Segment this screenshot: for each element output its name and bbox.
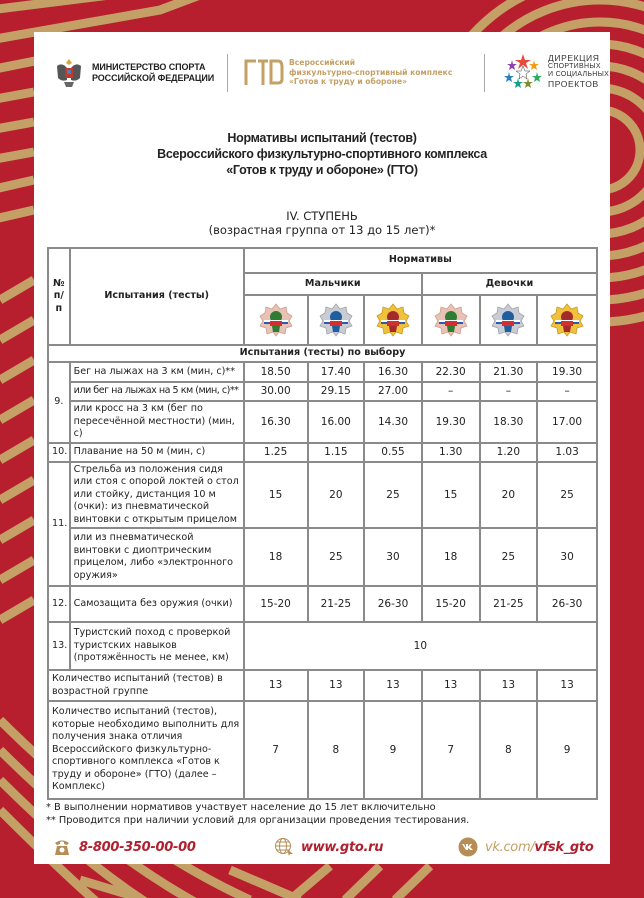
globe-icon (274, 837, 294, 857)
ministry-logo (54, 56, 214, 90)
value-cell: 30 (364, 528, 422, 586)
table-row (48, 382, 597, 401)
vk-link[interactable] (485, 840, 593, 855)
table-row (48, 528, 597, 586)
value-cell: 25 (364, 462, 422, 529)
table-row (48, 362, 597, 382)
header-divider (484, 54, 485, 92)
vk-icon (458, 837, 478, 857)
section-row (48, 345, 597, 362)
phone-contact[interactable] (52, 837, 196, 857)
row-label: Стрельба из положения сидя или стоя с опорой локтей о стол или стойку, дистанция 10 м (очки): из пневматической винтовки с открытым прицелом (70, 462, 244, 529)
value-cell: 25 (480, 528, 538, 586)
value-cell: 15 (244, 462, 308, 529)
title-line3: «Готов к труду и обороне» (ГТО) (226, 163, 418, 177)
value-cell: 21-25 (480, 586, 538, 622)
bronze-badge-icon (434, 303, 468, 337)
value-cell: 0.55 (364, 443, 422, 462)
header-girls: Девочки (422, 273, 597, 295)
value-cell: 15-20 (244, 586, 308, 622)
value-cell: 17.40 (308, 362, 365, 382)
page-title (34, 130, 610, 178)
direction-line1: ДИРЕКЦИЯ (548, 53, 600, 63)
silver-badge-icon (491, 303, 525, 337)
header-norms: Нормативы (244, 248, 597, 273)
norms-table (47, 247, 598, 800)
summary-row (48, 670, 597, 701)
badge-cell (422, 295, 480, 345)
ministry-line1: МИНИСТЕРСТВО СПОРТА (92, 62, 206, 72)
value-cell: 17.00 (537, 401, 597, 443)
value-cell: 9 (537, 701, 597, 799)
value-cell: 26-30 (364, 586, 422, 622)
star-wreath-icon (504, 52, 542, 90)
gto-line3: «Готов к труду и обороне» (289, 77, 407, 87)
row-label: или бег на лыжах на 5 км (мин, с)** (70, 382, 244, 401)
row-num: 11. (48, 462, 70, 587)
table-row (48, 443, 597, 462)
row-label: Самозащита без оружия (очки) (70, 586, 244, 622)
gto-line2: физкультурно-спортивный комплекс (289, 67, 453, 77)
header (34, 32, 610, 116)
table-row (48, 586, 597, 622)
document-panel (34, 32, 610, 864)
row-num: 9. (48, 362, 70, 443)
value-cell: 21.30 (480, 362, 538, 382)
row-num: 12. (48, 586, 70, 622)
stage-name: IV. СТУПЕНЬ (286, 209, 358, 223)
gold-badge-icon (376, 303, 410, 337)
website-link[interactable]: www.gto.ru (301, 839, 384, 855)
ministry-line2: РОССИЙСКОЙ ФЕДЕРАЦИИ (92, 73, 215, 83)
value-cell: 26-30 (537, 586, 597, 622)
value-cell: 16.30 (244, 401, 308, 443)
footnote-1: * В выполнении нормативов участвует население до 15 лет включительно (46, 802, 436, 813)
badge-cell (364, 295, 422, 345)
value-cell: – (537, 382, 597, 401)
row-label: Бег на лыжах на 3 км (мин, с)** (70, 362, 244, 382)
merged-value-cell: 10 (244, 622, 597, 670)
gold-badge-icon (550, 303, 584, 337)
value-cell: 1.30 (422, 443, 480, 462)
value-cell: 30 (537, 528, 597, 586)
footnote-2: ** Проводится при наличии условий для организации проведения тестирования. (46, 815, 470, 826)
footnotes (46, 801, 469, 827)
value-cell: 13 (480, 670, 538, 701)
value-cell: 18 (422, 528, 480, 586)
value-cell: 20 (480, 462, 538, 529)
value-cell: 21-25 (308, 586, 365, 622)
value-cell: 13 (308, 670, 365, 701)
value-cell: 8 (308, 701, 365, 799)
row-num: 13. (48, 622, 70, 670)
contacts-bar (34, 837, 610, 859)
vk-contact[interactable] (458, 837, 593, 857)
value-cell: – (422, 382, 480, 401)
value-cell: 19.30 (422, 401, 480, 443)
gto-logo (244, 58, 452, 87)
direction-line3: И СОЦИАЛЬНЫХ (548, 71, 610, 78)
value-cell: 1.25 (244, 443, 308, 462)
value-cell: 27.00 (364, 382, 422, 401)
badge-cell (308, 295, 365, 345)
value-cell: 14.30 (364, 401, 422, 443)
value-cell: 1.15 (308, 443, 365, 462)
value-cell: 18.50 (244, 362, 308, 382)
summary-row (48, 701, 597, 799)
title-line2: Всероссийского физкультурно-спортивного комплекса (157, 147, 487, 161)
phone-icon (52, 837, 72, 857)
value-cell: 8 (480, 701, 538, 799)
value-cell: 25 (308, 528, 365, 586)
value-cell: 29.15 (308, 382, 365, 401)
gto-line1: Всероссийский (289, 58, 356, 67)
value-cell: 18.30 (480, 401, 538, 443)
value-cell: 7 (244, 701, 308, 799)
value-cell: 22.30 (422, 362, 480, 382)
value-cell: 25 (537, 462, 597, 529)
vk-handle: vfsk_gto (534, 839, 594, 855)
phone-number[interactable]: 8-800-350-00-00 (79, 839, 196, 855)
value-cell: 16.00 (308, 401, 365, 443)
header-tests: Испытания (тесты) (70, 248, 244, 345)
vk-prefix: vk.com/ (485, 839, 535, 855)
header-boys: Мальчики (244, 273, 422, 295)
header-row (48, 248, 597, 273)
coat-of-arms-icon (54, 56, 84, 90)
header-divider (227, 54, 228, 92)
value-cell: 15 (422, 462, 480, 529)
summary-label: Количество испытаний (тестов) в возрастной группе (48, 670, 244, 701)
value-cell: 1.20 (480, 443, 538, 462)
value-cell: 20 (308, 462, 365, 529)
row-label: или из пневматической винтовки с диоптрическим прицелом, либо «электронного оружия» (70, 528, 244, 586)
row-label: Плавание на 50 м (мин, с) (70, 443, 244, 462)
badge-cell (537, 295, 597, 345)
row-label: Туристский поход с проверкой туристских навыков (протяжённость не менее, км) (70, 622, 244, 670)
value-cell: 30.00 (244, 382, 308, 401)
value-cell: – (480, 382, 538, 401)
direction-line2: СПОРТИВНЫХ (548, 62, 601, 70)
title-line1: Нормативы испытаний (тестов) (227, 131, 417, 145)
value-cell: 18 (244, 528, 308, 586)
header-num: № п/п (48, 248, 70, 345)
table-row (48, 622, 597, 670)
value-cell: 1.03 (537, 443, 597, 462)
silver-badge-icon (319, 303, 353, 337)
section-optional: Испытания (тесты) по выбору (48, 345, 597, 362)
stage-age-group: (возрастная группа от 13 до 15 лет)* (208, 223, 436, 237)
badge-cell (480, 295, 538, 345)
value-cell: 16.30 (364, 362, 422, 382)
summary-label: Количество испытаний (тестов), которые необходимо выполнить для получения знака отличия Всероссийского физкультурно-спортивного комплекса «Готов к труду и обороне» (ГТО) (далее – Комплекс) (48, 701, 244, 799)
table-row (48, 462, 597, 529)
value-cell: 13 (422, 670, 480, 701)
value-cell: 19.30 (537, 362, 597, 382)
value-cell: 9 (364, 701, 422, 799)
bronze-badge-icon (259, 303, 293, 337)
value-cell: 13 (364, 670, 422, 701)
row-label: или кросс на 3 км (бег по пересечённой местности) (мин, с) (70, 401, 244, 443)
gto-logo-icon (244, 59, 284, 85)
website-contact[interactable] (274, 837, 383, 857)
row-num: 10. (48, 443, 70, 462)
direction-logo (504, 52, 609, 90)
table-row (48, 401, 597, 443)
value-cell: 13 (537, 670, 597, 701)
value-cell: 7 (422, 701, 480, 799)
stage-heading (34, 209, 610, 237)
badge-cell (244, 295, 308, 345)
value-cell: 15-20 (422, 586, 480, 622)
direction-line4: ПРОЕКТОВ (548, 78, 599, 89)
value-cell: 13 (244, 670, 308, 701)
